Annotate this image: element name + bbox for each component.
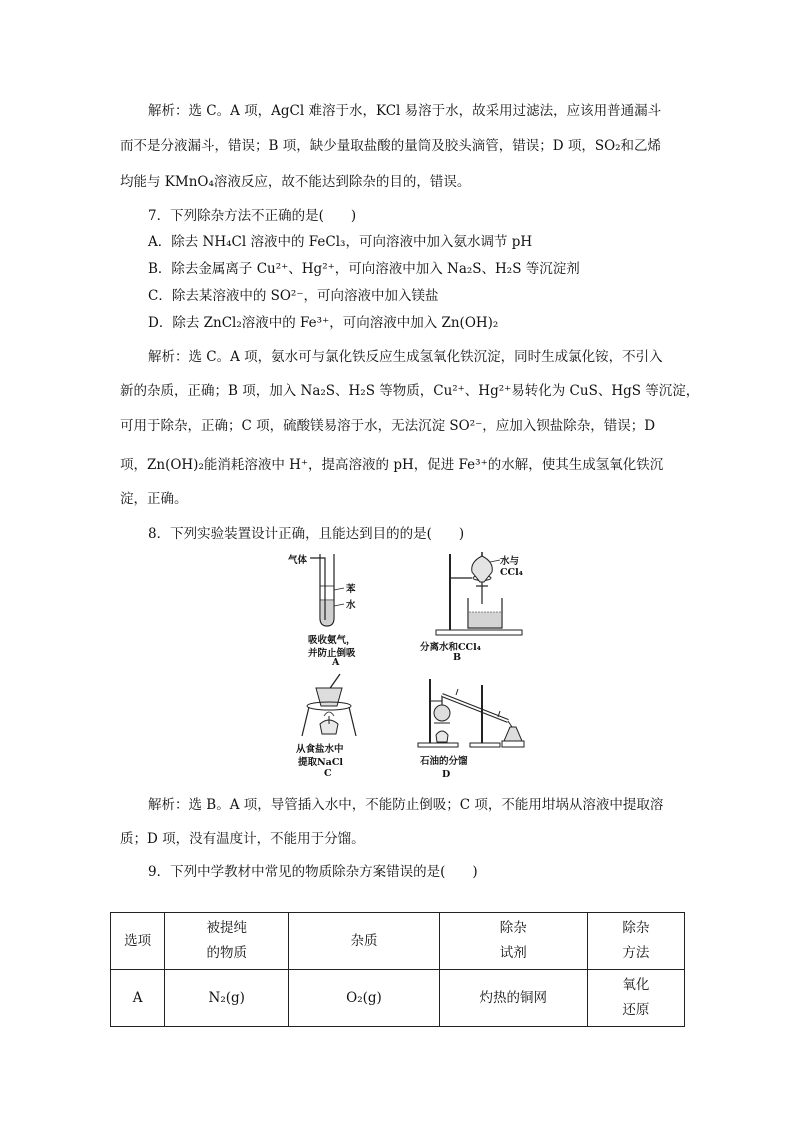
header-option bbox=[111, 913, 165, 970]
figure-c bbox=[296, 672, 366, 782]
header-reagent bbox=[439, 913, 587, 970]
q7-analysis-line2: 新的杂质，正确；B 项，加入 Na₂S、H₂S 等物质，Cu²⁺、Hg²⁺易转化为 CuS、HgS 等沉淀， bbox=[120, 383, 700, 399]
figure-a-water-label: 水 bbox=[346, 600, 356, 611]
q8-analysis-line2: 质；D 项，没有温度计，不能用于分馏。 bbox=[120, 831, 365, 847]
figure-b-letter: B bbox=[453, 652, 462, 663]
q9-table bbox=[110, 912, 685, 1027]
figure-b-caption: 分离水和CCl₄ bbox=[420, 642, 481, 653]
figure-a-benzene-label: 苯 bbox=[346, 584, 356, 595]
q7-stem: 7．下列除杂方法不正确的是( ) bbox=[148, 208, 357, 224]
q6-analysis-line3: 均能与 KMnO₄溶液反应，故不能达到除杂的目的，错误。 bbox=[120, 174, 471, 190]
header-reagent-line2: 试剂 bbox=[499, 945, 527, 961]
figure-c-letter: C bbox=[324, 768, 332, 779]
q7-option-a: A．除去 NH₄Cl 溶液中的 FeCl₃，可向溶液中加入氨水调节 pH bbox=[148, 234, 533, 250]
header-method-line1: 除杂 bbox=[622, 920, 650, 936]
q8-stem: 8．下列实验装置设计正确，且能达到目的的是( ) bbox=[148, 526, 465, 542]
figure-d-caption: 石油的分馏 bbox=[420, 756, 468, 767]
header-substance-line2: 的物质 bbox=[206, 945, 247, 961]
figure-a-caption-2: 并防止倒吸 bbox=[308, 648, 356, 659]
header-impurity-text: 杂质 bbox=[350, 932, 378, 949]
row-a-method-line2: 还原 bbox=[622, 1002, 650, 1018]
q7-option-d: D．除去 ZnCl₂溶液中的 Fe³⁺，可向溶液中加入 Zn(OH)₂ bbox=[148, 315, 499, 331]
row-a-method-line1: 氧化 bbox=[622, 977, 650, 993]
figure-c-caption-2: 提取NaCl bbox=[298, 757, 344, 768]
header-reagent-line1: 除杂 bbox=[499, 920, 527, 936]
q7-analysis-line5: 淀，正确。 bbox=[120, 491, 188, 507]
q8-analysis-line1: 解析：选 B。A 项，导管插入水中，不能防止倒吸；C 项，不能用坩埚从溶液中提取溶 bbox=[148, 797, 664, 813]
q6-analysis-line2: 而不是分液漏斗，错误；B 项，缺少量取盐酸的量筒及胶头滴管，错误；D 项，SO₂和乙烯 bbox=[120, 138, 662, 154]
row-a-reagent: 灼热的铜网 bbox=[439, 970, 587, 1027]
header-option-text: 选项 bbox=[124, 932, 152, 949]
figure-a-caption-1: 吸收氨气， bbox=[308, 635, 356, 646]
table-header-row bbox=[111, 913, 685, 970]
header-method bbox=[587, 913, 684, 970]
figure-d bbox=[412, 675, 530, 785]
figure-d-letter: D bbox=[442, 769, 451, 780]
row-a-substance: N₂(g) bbox=[165, 970, 289, 1027]
header-substance bbox=[165, 913, 289, 970]
figure-a-gas-label: 气体 bbox=[288, 555, 308, 566]
row-a-method bbox=[587, 970, 684, 1027]
q7-option-c: C．除去某溶液中的 SO²⁻，可向溶液中加入镁盐 bbox=[148, 288, 439, 304]
header-method-line2: 方法 bbox=[622, 945, 650, 961]
figure-c-drawing bbox=[296, 672, 366, 738]
table-row bbox=[111, 970, 685, 1027]
q6-analysis-line1: 解析：选 C。A 项，AgCl 难溶于水，KCl 易溶于水，故采用过滤法，应该用普通漏斗 bbox=[148, 103, 662, 119]
figure-b-label: 水与CCl₄ bbox=[500, 556, 523, 578]
figure-b bbox=[420, 548, 540, 666]
figure-a bbox=[288, 550, 388, 668]
q7-option-b: B．除去金属离子 Cu²⁺、Hg²⁺，可向溶液中加入 Na₂S、H₂S 等沉淀剂 bbox=[148, 261, 580, 277]
header-substance-line1: 被提纯 bbox=[206, 920, 247, 936]
figure-c-caption-1: 从食盐水中 bbox=[296, 744, 344, 755]
row-a-option: A bbox=[111, 970, 165, 1027]
q9-stem: 9．下列中学教材中常见的物质除杂方案错误的是( ) bbox=[148, 864, 478, 880]
figure-a-letter: A bbox=[332, 657, 340, 668]
header-impurity bbox=[289, 913, 439, 970]
q7-analysis-line1: 解析：选 C。A 项，氨水可与氯化铁反应生成氢氧化铁沉淀，同时生成氯化铵，不引入 bbox=[148, 349, 663, 365]
q7-analysis-line4: 项，Zn(OH)₂能消耗溶液中 H⁺，提高溶液的 pH，促进 Fe³⁺的水解，使其生成氢氧化铁沉 bbox=[120, 457, 664, 473]
figure-d-drawing bbox=[412, 675, 530, 751]
row-a-impurity: O₂(g) bbox=[289, 970, 439, 1027]
q7-analysis-line3: 可用于除杂，正确；C 项，硫酸镁易溶于水，无法沉淀 SO²⁻，应加入钡盐除杂，错误；D bbox=[120, 418, 656, 434]
